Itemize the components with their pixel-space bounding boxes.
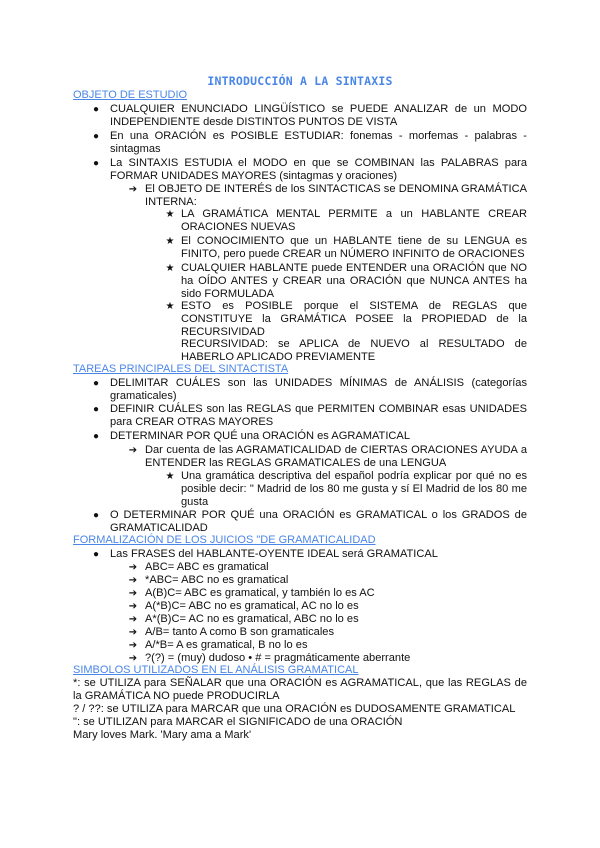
section-heading-tareas: TAREAS PRINCIPALES DEL SINTACTISTA xyxy=(73,363,289,375)
notation-item: A/*B= A es gramatical, B no lo es xyxy=(145,639,308,651)
bullet-dot: ● xyxy=(92,404,100,415)
arrow-icon: ➔ xyxy=(128,614,138,625)
star-icon: ★ xyxy=(165,471,175,482)
bullet-text: La SINTAXIS ESTUDIA el MODO en que se COMBINAN las PALABRAS para FORMAR UNIDADES MAYORES (sintagmas y oraciones) xyxy=(110,157,527,182)
star-text: ESTO es POSIBLE porque el SISTEMA de REGLAS que CONSTITUYE la GRAMÁTICA POSEE la PROPIEDAD de la RECURSIVIDAD xyxy=(181,300,527,338)
arrow-icon: ➔ xyxy=(128,562,138,573)
notation-item: A/B= tanto A como B son gramaticales xyxy=(145,626,335,638)
star-icon: ★ xyxy=(165,209,175,220)
star-subtext: RECURSIVIDAD: se APLICA de NUEVO al RESULTADO de HABERLO APLICADO PREVIAMENTE xyxy=(181,338,527,363)
arrow-icon: ➔ xyxy=(128,575,138,586)
arrow-icon: ➔ xyxy=(128,445,138,456)
bullet-text: DEFINIR CUÁLES son las REGLAS que PERMITEN COMBINAR esas UNIDADES para CREAR OTRAS MAYORES xyxy=(110,403,527,428)
notation-item: ABC= ABC es gramatical xyxy=(145,561,269,573)
star-text: El CONOCIMIENTO que un HABLANTE tiene de su LENGUA es FINITO, pero puede CREAR un NÚMERO INFINITO de ORACIONES xyxy=(181,235,527,260)
bullet-text: DETERMINAR POR QUÉ una ORACIÓN es AGRAMATICAL xyxy=(110,430,411,442)
arrow-icon: ➔ xyxy=(128,653,138,664)
bullet-dot: ● xyxy=(92,378,100,389)
star-text: CUALQUIER HABLANTE puede ENTENDER una ORACIÓN que NO ha OÍDO ANTES y CREAR una ORACIÓN que NUNCA ANTES ha sido FORMULADA xyxy=(181,262,527,300)
bullet-text: CUALQUIER ENUNCIADO LINGÜÍSTICO se PUEDE ANALIZAR de un MODO INDEPENDIENTE desde DISTINTOS PUNTOS DE VISTA xyxy=(110,103,527,128)
star-icon: ★ xyxy=(165,301,175,312)
bullet-text: En una ORACIÓN es POSIBLE ESTUDIAR: fonemas - morfemas - palabras - sintagmas xyxy=(110,130,527,155)
star-text: Una gramática descriptiva del español podría explicar por qué no es posible decir: " Madrid de los 80 me gusta y sí El Madrid de los 80 me gusta xyxy=(181,470,527,508)
star-text: LA GRAMÁTICA MENTAL PERMITE a un HABLANTE CREAR ORACIONES NUEVAS xyxy=(181,208,527,233)
arrow-icon: ➔ xyxy=(128,588,138,599)
arrow-icon: ➔ xyxy=(128,640,138,651)
symbol-definition: ? / ??: se UTILIZA para MARCAR que una ORACIÓN es DUDOSAMENTE GRAMATICAL xyxy=(73,703,516,715)
star-icon: ★ xyxy=(165,263,175,274)
bullet-dot: ● xyxy=(92,431,100,442)
symbol-definition: *: se UTILIZA para SEÑALAR que una ORACIÓN es AGRAMATICAL, que las REGLAS de la GRAMÁTICA NO puede PRODUCIRLA xyxy=(73,677,527,702)
bullet-dot: ● xyxy=(92,158,100,169)
notation-item: ?(?) = (muy) dudoso • # = pragmáticamente aberrante xyxy=(145,652,411,664)
example-sentence: Mary loves Mark. 'Mary ama a Mark' xyxy=(73,729,252,741)
symbol-definition: ": se UTILIZAN para MARCAR el SIGNIFICADO de una ORACIÓN xyxy=(73,716,403,728)
notation-item: A*(B)C= AC no es gramatical, ABC no lo es xyxy=(145,613,359,625)
bullet-dot: ● xyxy=(92,104,100,115)
arrow-icon: ➔ xyxy=(128,601,138,612)
notation-item: A(B)C= ABC es gramatical, y también lo es AC xyxy=(145,587,375,599)
bullet-dot: ● xyxy=(92,131,100,142)
section-heading-simbolos: SIMBOLOS UTILIZADOS EN EL ANÁLISIS GRAMATICAL xyxy=(73,664,359,676)
notation-item: *ABC= ABC no es gramatical xyxy=(145,574,289,586)
notation-item: A(*B)C= ABC no es gramatical, AC no lo es xyxy=(145,600,359,612)
bullet-text: Las FRASES del HABLANTE-OYENTE IDEAL será GRAMATICAL xyxy=(110,548,438,560)
bullet-text: O DETERMINAR POR QUÉ una ORACIÓN es GRAMATICAL o los GRADOS de GRAMATICALIDAD xyxy=(110,509,527,534)
bullet-dot: ● xyxy=(92,549,100,560)
arrow-icon: ➔ xyxy=(128,627,138,638)
arrow-text: Dar cuenta de las AGRAMATICALIDAD de CIERTAS ORACIONES AYUDA a ENTENDER las REGLAS GRAMATICALES de una LENGUA xyxy=(145,444,527,469)
bullet-dot: ● xyxy=(92,510,100,521)
star-icon: ★ xyxy=(165,236,175,247)
bullet-text: DELIMITAR CUÁLES son las UNIDADES MÍNIMAS de ANÁLISIS (categorías gramaticales) xyxy=(110,377,527,402)
section-heading-objeto: OBJETO DE ESTUDIO xyxy=(73,89,188,101)
page-title: INTRODUCCIÓN A LA SINTAXIS xyxy=(207,74,393,88)
arrow-icon: ➔ xyxy=(128,184,138,195)
arrow-text: El OBJETO DE INTERÉS de los SINTACTICAS se DENOMINA GRAMÁTICA INTERNA: xyxy=(145,183,527,208)
section-heading-formalizacion: FORMALIZACIÓN DE LOS JUICIOS "DE GRAMATICALIDAD xyxy=(73,534,376,546)
